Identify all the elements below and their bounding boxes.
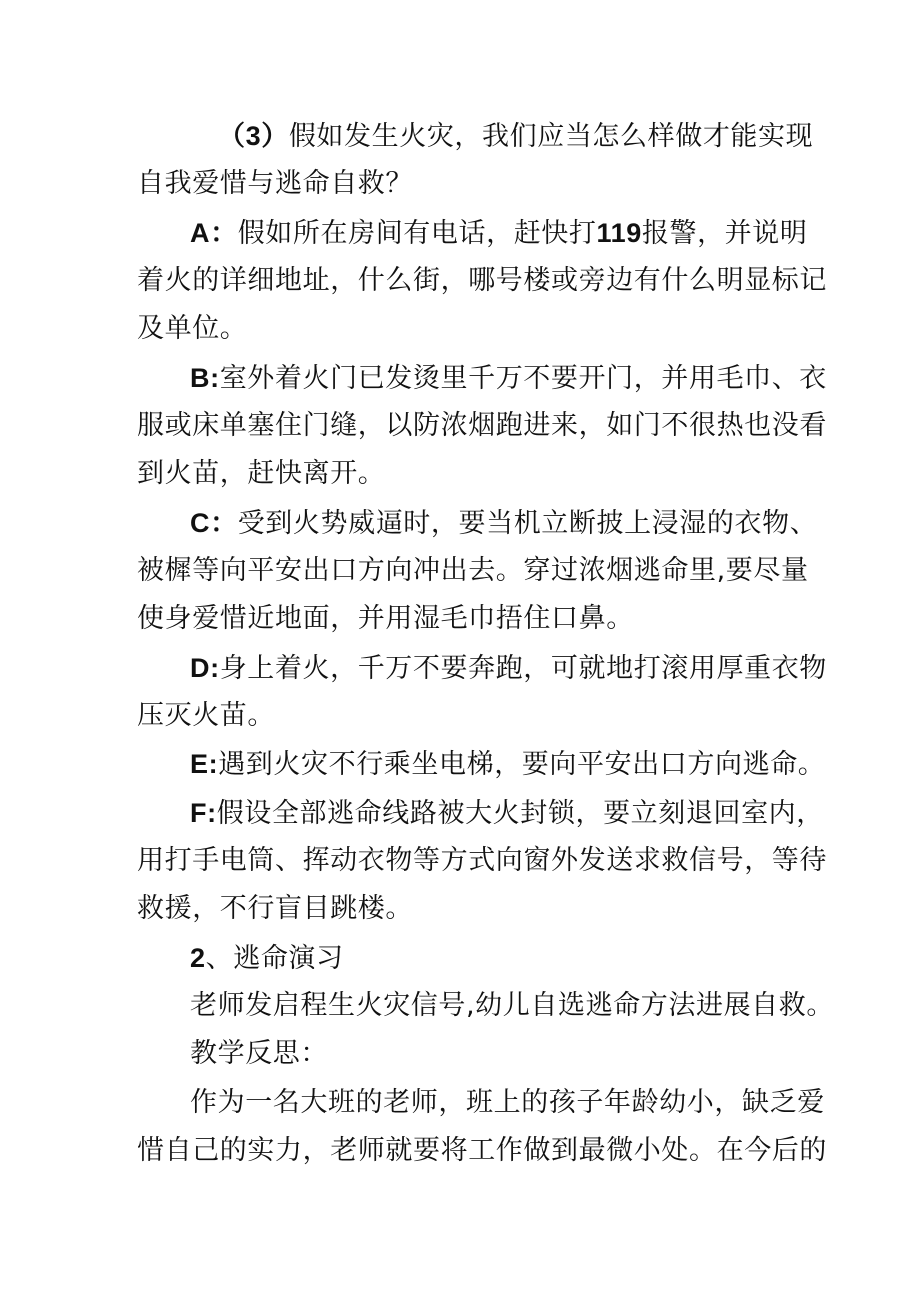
question-text: 假如发生火灾，我们应当怎么样做才能实现	[288, 121, 814, 152]
answer-f-line-2	[0, 837, 920, 885]
reflection-heading	[0, 1030, 920, 1078]
paragraph-text: 服或床单塞住门缝，以防浓烟跑进来，如门不很热也没看	[137, 410, 827, 441]
answer-b-line-2	[0, 402, 920, 450]
section-title: 、逃命演习	[205, 943, 344, 974]
answer-f-line-3	[0, 885, 920, 933]
answer-f-line-1	[0, 789, 920, 837]
answer-b-line-3	[0, 450, 920, 498]
question-number-label: （3）	[218, 121, 289, 151]
paragraph-text: 室外着火门已发烫里千万不要开门，并用毛巾、衣	[219, 363, 827, 394]
paragraph-text: 用打手电筒、挥动衣物等方式向窗外发送求救信号，等待	[137, 845, 827, 876]
paragraph-text: 压灭火苗。	[137, 700, 275, 731]
drill-description	[0, 982, 920, 1030]
answer-d-label: D:	[190, 653, 220, 683]
question-text-continued: 自我爱惜与逃命自救？	[137, 168, 413, 199]
section-2-heading	[0, 934, 920, 982]
answer-e-label: E:	[190, 749, 219, 779]
paragraph-text: 老师发启程生火灾信号,幼儿自选逃命方法进展自救。	[190, 990, 834, 1021]
answer-c-line-1	[0, 499, 920, 547]
paragraph-text: 惜自己的实力，老师就要将工作做到最微小处。在今后的	[137, 1135, 827, 1166]
paragraph-text: 着火的详细地址，什么街，哪号楼或旁边有什么明显标记	[137, 265, 827, 296]
answer-a-text-post: 报警，并说明	[641, 218, 808, 249]
question-3-line-1	[0, 112, 920, 160]
reflection-title: 教学反思：	[190, 1038, 328, 1069]
paragraph-text: 假设全部逃命线路被大火封锁，要立刻退回室内，	[216, 798, 824, 829]
reflection-line-1	[0, 1079, 920, 1127]
paragraph-text: 救援，不行盲目跳楼。	[137, 893, 413, 924]
answer-a-text-pre: 假如所在房间有电话，赶快打	[237, 218, 597, 249]
paragraph-text: 受到火势威逼时，要当机立断披上浸湿的衣物、	[237, 508, 818, 539]
question-3-line-2	[0, 160, 920, 208]
emergency-number: 119	[596, 218, 642, 248]
answer-d-line-2	[0, 692, 920, 740]
answer-c-label: C：	[190, 508, 238, 538]
section-number-label: 2	[190, 943, 206, 973]
answer-a-line-1	[0, 209, 920, 257]
answer-c-line-2	[0, 547, 920, 595]
paragraph-text: 被樨等向平安出口方向冲出去。穿过浓烟逃命里,要尽量	[137, 555, 809, 586]
reflection-line-2	[0, 1127, 920, 1175]
answer-a-line-2	[0, 257, 920, 305]
paragraph-text: 及单位。	[137, 313, 248, 344]
answer-f-label: F:	[190, 798, 217, 828]
answer-b-line-1	[0, 354, 920, 402]
paragraph-text: 使身爱惜近地面，并用湿毛巾捂住口鼻。	[137, 603, 634, 634]
paragraph-text: 遇到火灾不行乘坐电梯，要向平安出口方向逃命。	[218, 749, 826, 780]
answer-d-line-1	[0, 644, 920, 692]
paragraph-text: 作为一名大班的老师，班上的孩子年龄幼小，缺乏爱	[190, 1087, 825, 1118]
answer-e-line-1	[0, 740, 920, 788]
answer-b-label: B:	[190, 363, 220, 393]
answer-a-line-3	[0, 305, 920, 353]
answer-c-line-3	[0, 595, 920, 643]
paragraph-text: 身上着火，千万不要奔跑，可就地打滚用厚重衣物	[219, 653, 827, 684]
answer-a-label: A：	[190, 218, 238, 248]
paragraph-text: 到火苗，赶快离开。	[137, 458, 386, 489]
